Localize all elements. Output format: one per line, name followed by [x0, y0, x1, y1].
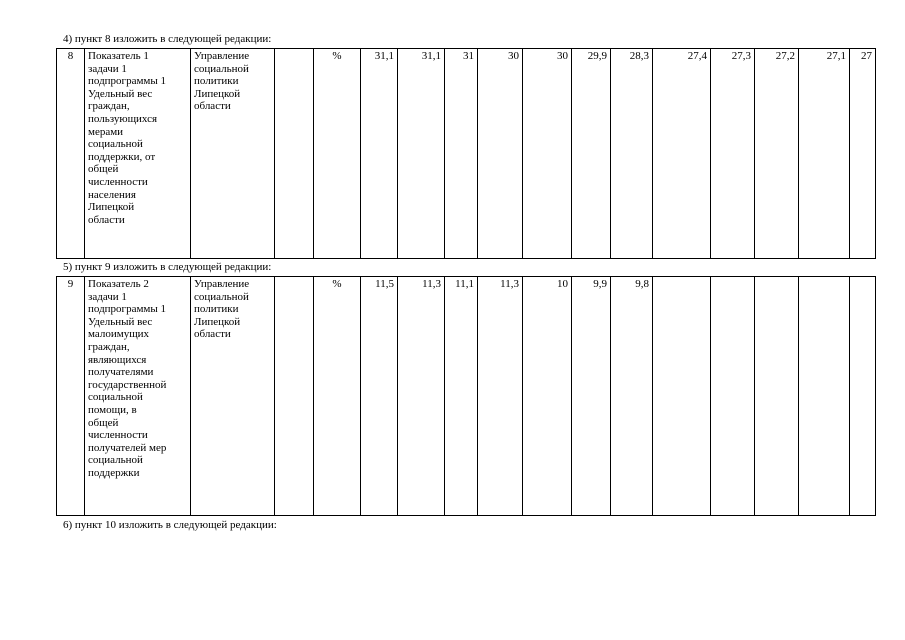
empty-cell: [275, 277, 314, 516]
indicator-name-line: Показатель 2: [88, 278, 149, 290]
indicator-value-cell: [799, 277, 850, 516]
indicator-value-cell: 31: [445, 49, 478, 259]
indicator-name-line: помощи, в: [88, 403, 137, 416]
responsible-executor-line: политики: [194, 75, 239, 88]
row-number-cell: 9: [57, 277, 85, 516]
indicator-value-cell: [653, 277, 711, 516]
indicator-name-line: малоимущих: [88, 328, 150, 341]
indicator-name-line: области: [88, 213, 125, 226]
indicator-name-line: получателей мер: [88, 441, 167, 454]
indicator-name-line: поддержки, от: [88, 150, 156, 163]
indicator-value-cell: 29,9: [572, 49, 611, 259]
responsible-executor-line: политики: [194, 303, 239, 316]
indicator-name-cell: [85, 49, 191, 259]
responsible-executor-line: области: [194, 328, 231, 341]
indicator-name-line: пользующихся: [88, 112, 158, 125]
indicator-table-row-9: [56, 276, 876, 516]
indicator-value-cell: 31,1: [398, 49, 445, 259]
indicator-name-cell: [85, 277, 191, 516]
indicator-value-cell: [711, 277, 755, 516]
indicator-value-cell: 9,9: [572, 277, 611, 516]
indicator-value-cell: 11,3: [478, 277, 523, 516]
indicator-name-line: населения: [88, 188, 136, 201]
indicator-value-cell: 11,3: [398, 277, 445, 516]
indicator-value-cell: 31,1: [361, 49, 398, 259]
indicator-name-line: граждан,: [88, 100, 130, 113]
indicator-name-line: получателями: [88, 366, 154, 379]
indicator-name-line: подпрограммы 1: [88, 75, 167, 88]
indicator-name-line: подпрограммы 1: [88, 303, 167, 316]
indicator-name-line: Удельный вес: [88, 315, 153, 328]
responsible-executor-line: Липецкой: [194, 315, 241, 328]
indicator-value-cell: 27: [850, 49, 876, 259]
responsible-executor-cell: [191, 49, 275, 259]
indicator-value-cell: 27,4: [653, 49, 711, 259]
indicator-value-cell: 30: [478, 49, 523, 259]
indicator-name-line: социальной: [88, 138, 143, 151]
indicator-name-line: численности: [88, 175, 148, 188]
amendment-heading-item-8: 4) пункт 8 изложить в следующей редакции:: [63, 33, 272, 45]
indicator-name-line: задачи 1: [88, 290, 127, 303]
unit-cell: %: [314, 277, 361, 516]
indicator-name-line: общей: [88, 416, 119, 429]
indicator-name-line: социальной: [88, 391, 143, 404]
indicator-name-line: государственной: [88, 378, 167, 391]
indicator-value-cell: 27,1: [799, 49, 850, 259]
indicator-name-line: являющихся: [88, 353, 147, 366]
indicator-value-cell: [850, 277, 876, 516]
responsible-executor-line: социальной: [194, 290, 249, 303]
indicator-value-cell: 9,8: [611, 277, 653, 516]
responsible-executor-line: Липецкой: [194, 87, 241, 100]
amendment-heading-item-9: 5) пункт 9 изложить в следующей редакции:: [63, 261, 272, 273]
indicator-table-row-8: [56, 48, 876, 259]
indicator-name-line: граждан,: [88, 340, 130, 353]
indicator-value-cell: 27,3: [711, 49, 755, 259]
indicator-name-line: Показатель 1: [88, 50, 149, 62]
empty-cell: [275, 49, 314, 259]
indicator-value-cell: 28,3: [611, 49, 653, 259]
indicator-name-line: Удельный вес: [88, 87, 153, 100]
responsible-executor-line: Управление: [194, 50, 250, 62]
indicator-name-line: мерами: [88, 125, 124, 138]
responsible-executor-line: социальной: [194, 62, 249, 75]
responsible-executor-line: Управление: [194, 278, 250, 290]
indicator-name-line: задачи 1: [88, 62, 127, 75]
indicator-name-line: поддержки: [88, 466, 140, 479]
indicator-name-line: Липецкой: [88, 201, 135, 214]
indicator-name-line: социальной: [88, 454, 143, 467]
indicator-name-line: численности: [88, 429, 148, 442]
row-number-cell: 8: [57, 49, 85, 259]
indicator-value-cell: 10: [523, 277, 572, 516]
unit-cell: %: [314, 49, 361, 259]
responsible-executor-line: области: [194, 100, 231, 113]
indicator-name-line: общей: [88, 163, 119, 176]
responsible-executor-cell: [191, 277, 275, 516]
indicator-value-cell: 27,2: [755, 49, 799, 259]
amendment-heading-item-10: 6) пункт 10 изложить в следующей редакции:: [63, 519, 277, 531]
indicator-value-cell: 11,5: [361, 277, 398, 516]
indicator-value-cell: [755, 277, 799, 516]
indicator-value-cell: 30: [523, 49, 572, 259]
indicator-value-cell: 11,1: [445, 277, 478, 516]
